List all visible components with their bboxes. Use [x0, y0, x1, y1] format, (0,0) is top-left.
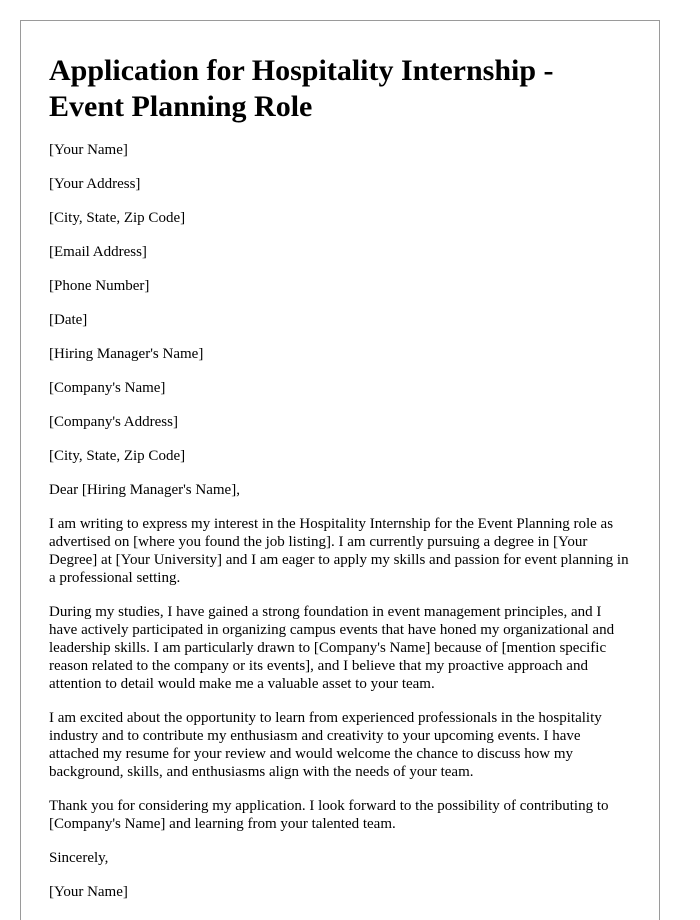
letter-page	[20, 20, 660, 920]
sender-name: [Your Name]	[49, 142, 128, 158]
body-paragraph-1: I am writing to express my interest in the Hospitality Internship for the Event Planning role as advertised on [where you found the job listing]. I am currently pursuing a degree in [Your Degree] at [Your University] and I am eager to apply my skills and passion for event planning in a professional setting.	[49, 516, 629, 586]
letter-title: Application for Hospitality Internship - Event Planning Role	[49, 54, 554, 123]
recipient-company: [Company's Name]	[49, 380, 166, 396]
body-paragraph-3: I am excited about the opportunity to learn from experienced professionals in the hospitality industry and to contribute my enthusiasm and creativity to your upcoming events. I have attached my resume for your review and would welcome the chance to discuss how my background, skills, and enthusiasms align with the needs of your team.	[49, 710, 602, 780]
body-paragraph-2: During my studies, I have gained a strong foundation in event management principles, and I have actively participated in organizing campus events that have honed my organizational and leadership skills. I am particularly drawn to [Company's Name] because of [mention specific reason related to the company or its events], and I believe that my proactive approach and attention to detail would make me a valuable asset to your team.	[49, 604, 615, 692]
recipient-manager: [Hiring Manager's Name]	[49, 346, 204, 362]
salutation: Dear [Hiring Manager's Name],	[49, 482, 240, 498]
signature: [Your Name]	[49, 884, 128, 900]
sender-phone: [Phone Number]	[49, 278, 150, 294]
recipient-city-state-zip: [City, State, Zip Code]	[49, 448, 186, 464]
recipient-address: [Company's Address]	[49, 414, 178, 430]
letter-date: [Date]	[49, 312, 88, 328]
body-paragraph-4: Thank you for considering my application. I look forward to the possibility of contributing to [Company's Name] and learning from your talented team.	[49, 798, 609, 832]
sender-address: [Your Address]	[49, 176, 141, 192]
sender-email: [Email Address]	[49, 244, 147, 260]
closing: Sincerely,	[49, 850, 109, 866]
sender-city-state-zip: [City, State, Zip Code]	[49, 210, 186, 226]
